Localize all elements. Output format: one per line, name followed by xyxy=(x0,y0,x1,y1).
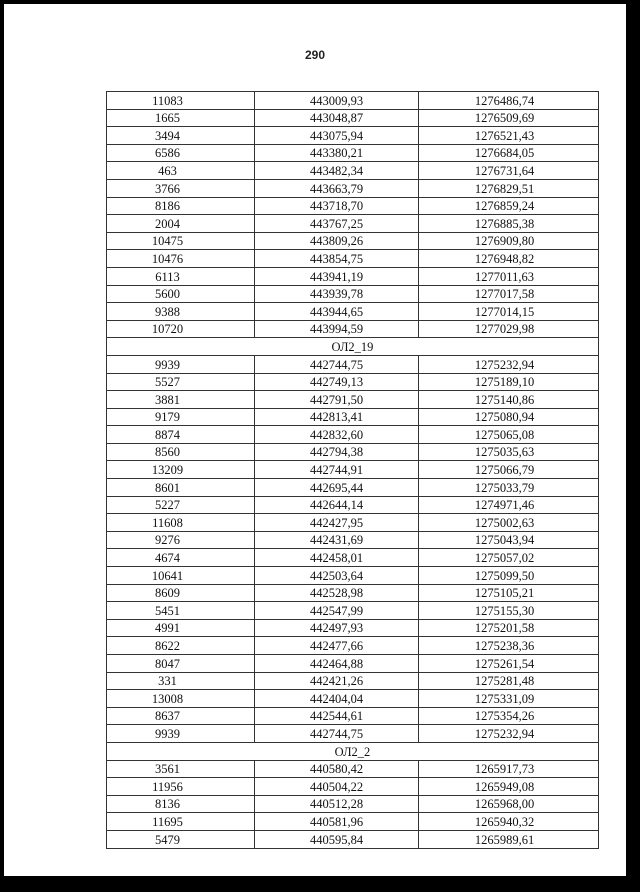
table-row xyxy=(107,795,599,813)
y-coordinate-cell: 1277017,58 xyxy=(419,285,599,303)
x-coordinate-cell: 443944,65 xyxy=(255,303,419,321)
point-number-cell: 3881 xyxy=(107,391,255,409)
point-number-cell: 8874 xyxy=(107,426,255,444)
x-coordinate-cell: 442644,14 xyxy=(255,496,419,514)
table-row xyxy=(107,619,599,637)
x-coordinate-cell: 443009,93 xyxy=(255,92,419,110)
y-coordinate-cell: 1275057,02 xyxy=(419,549,599,567)
y-coordinate-cell: 1265940,32 xyxy=(419,813,599,831)
table-row xyxy=(107,637,599,655)
x-coordinate-cell: 443380,21 xyxy=(255,144,419,162)
y-coordinate-cell: 1275099,50 xyxy=(419,567,599,585)
table-row xyxy=(107,778,599,796)
y-coordinate-cell: 1277011,63 xyxy=(419,267,599,285)
y-coordinate-cell: 1275140,86 xyxy=(419,391,599,409)
y-coordinate-cell: 1275281,48 xyxy=(419,672,599,690)
x-coordinate-cell: 443854,75 xyxy=(255,250,419,268)
x-coordinate-cell: 443939,78 xyxy=(255,285,419,303)
y-coordinate-cell: 1275105,21 xyxy=(419,584,599,602)
point-number-cell: 10475 xyxy=(107,232,255,250)
table-row xyxy=(107,391,599,409)
point-number-cell: 9276 xyxy=(107,531,255,549)
x-coordinate-cell: 440512,28 xyxy=(255,795,419,813)
table-row xyxy=(107,567,599,585)
point-number-cell: 8622 xyxy=(107,637,255,655)
point-number-cell: 5479 xyxy=(107,830,255,848)
point-number-cell: 4991 xyxy=(107,619,255,637)
table-row xyxy=(107,655,599,673)
table-row xyxy=(107,408,599,426)
x-coordinate-cell: 442695,44 xyxy=(255,479,419,497)
point-number-cell: 8637 xyxy=(107,707,255,725)
y-coordinate-cell: 1275232,94 xyxy=(419,355,599,373)
point-number-cell: 6113 xyxy=(107,267,255,285)
y-coordinate-cell: 1275232,94 xyxy=(419,725,599,743)
table-row xyxy=(107,92,599,110)
x-coordinate-cell: 442794,38 xyxy=(255,443,419,461)
x-coordinate-cell: 440580,42 xyxy=(255,760,419,778)
point-number-cell: 9388 xyxy=(107,303,255,321)
point-number-cell: 5451 xyxy=(107,602,255,620)
x-coordinate-cell: 443994,59 xyxy=(255,320,419,338)
y-coordinate-cell: 1265949,08 xyxy=(419,778,599,796)
table-row xyxy=(107,320,599,338)
table-row xyxy=(107,760,599,778)
y-coordinate-cell: 1275066,79 xyxy=(419,461,599,479)
table-row xyxy=(107,672,599,690)
y-coordinate-cell: 1275238,36 xyxy=(419,637,599,655)
table-row xyxy=(107,690,599,708)
x-coordinate-cell: 442832,60 xyxy=(255,426,419,444)
x-coordinate-cell: 442749,13 xyxy=(255,373,419,391)
x-coordinate-cell: 442547,99 xyxy=(255,602,419,620)
x-coordinate-cell: 442744,75 xyxy=(255,355,419,373)
table-row xyxy=(107,303,599,321)
y-coordinate-cell: 1277014,15 xyxy=(419,303,599,321)
point-number-cell: 13209 xyxy=(107,461,255,479)
x-coordinate-cell: 443767,25 xyxy=(255,215,419,233)
section-header-row xyxy=(107,742,599,760)
table-row xyxy=(107,531,599,549)
y-coordinate-cell: 1275065,08 xyxy=(419,426,599,444)
table-row xyxy=(107,355,599,373)
x-coordinate-cell: 440504,22 xyxy=(255,778,419,796)
point-number-cell: 10641 xyxy=(107,567,255,585)
y-coordinate-cell: 1265917,73 xyxy=(419,760,599,778)
point-number-cell: 8560 xyxy=(107,443,255,461)
point-number-cell: 9939 xyxy=(107,725,255,743)
table-row xyxy=(107,285,599,303)
section-title: ОЛ2_19 xyxy=(107,338,599,356)
point-number-cell: 3561 xyxy=(107,760,255,778)
y-coordinate-cell: 1275002,63 xyxy=(419,514,599,532)
point-number-cell: 4674 xyxy=(107,549,255,567)
x-coordinate-cell: 442544,61 xyxy=(255,707,419,725)
point-number-cell: 11956 xyxy=(107,778,255,796)
coordinates-table-body xyxy=(107,92,599,849)
y-coordinate-cell: 1274971,46 xyxy=(419,496,599,514)
table-row xyxy=(107,109,599,127)
x-coordinate-cell: 442744,91 xyxy=(255,461,419,479)
point-number-cell: 11608 xyxy=(107,514,255,532)
point-number-cell: 10720 xyxy=(107,320,255,338)
y-coordinate-cell: 1276684,05 xyxy=(419,144,599,162)
y-coordinate-cell: 1276486,74 xyxy=(419,92,599,110)
table-row xyxy=(107,215,599,233)
table-row xyxy=(107,496,599,514)
y-coordinate-cell: 1275261,54 xyxy=(419,655,599,673)
x-coordinate-cell: 442528,98 xyxy=(255,584,419,602)
section-title: ОЛ2_2 xyxy=(107,742,599,760)
x-coordinate-cell: 443941,19 xyxy=(255,267,419,285)
table-row xyxy=(107,232,599,250)
x-coordinate-cell: 443075,94 xyxy=(255,127,419,145)
x-coordinate-cell: 442497,93 xyxy=(255,619,419,637)
table-row xyxy=(107,514,599,532)
y-coordinate-cell: 1275189,10 xyxy=(419,373,599,391)
table-row xyxy=(107,443,599,461)
point-number-cell: 8186 xyxy=(107,197,255,215)
point-number-cell: 11695 xyxy=(107,813,255,831)
table-row xyxy=(107,461,599,479)
table-row xyxy=(107,162,599,180)
point-number-cell: 5227 xyxy=(107,496,255,514)
table-row xyxy=(107,179,599,197)
x-coordinate-cell: 442464,88 xyxy=(255,655,419,673)
table-row xyxy=(107,830,599,848)
x-coordinate-cell: 440595,84 xyxy=(255,830,419,848)
y-coordinate-cell: 1275080,94 xyxy=(419,408,599,426)
table-row xyxy=(107,197,599,215)
table-row xyxy=(107,813,599,831)
y-coordinate-cell: 1276885,38 xyxy=(419,215,599,233)
x-coordinate-cell: 443809,26 xyxy=(255,232,419,250)
point-number-cell: 8136 xyxy=(107,795,255,813)
x-coordinate-cell: 442744,75 xyxy=(255,725,419,743)
x-coordinate-cell: 442791,50 xyxy=(255,391,419,409)
point-number-cell: 331 xyxy=(107,672,255,690)
x-coordinate-cell: 442458,01 xyxy=(255,549,419,567)
y-coordinate-cell: 1277029,98 xyxy=(419,320,599,338)
section-header-row xyxy=(107,338,599,356)
point-number-cell: 10476 xyxy=(107,250,255,268)
table-row xyxy=(107,549,599,567)
point-number-cell: 1665 xyxy=(107,109,255,127)
x-coordinate-cell: 442421,26 xyxy=(255,672,419,690)
point-number-cell: 13008 xyxy=(107,690,255,708)
y-coordinate-cell: 1265989,61 xyxy=(419,830,599,848)
point-number-cell: 5600 xyxy=(107,285,255,303)
table-row xyxy=(107,267,599,285)
point-number-cell: 5527 xyxy=(107,373,255,391)
point-number-cell: 8609 xyxy=(107,584,255,602)
y-coordinate-cell: 1276509,69 xyxy=(419,109,599,127)
y-coordinate-cell: 1276829,51 xyxy=(419,179,599,197)
y-coordinate-cell: 1275035,63 xyxy=(419,443,599,461)
x-coordinate-cell: 442503,64 xyxy=(255,567,419,585)
x-coordinate-cell: 442431,69 xyxy=(255,531,419,549)
table-row xyxy=(107,144,599,162)
x-coordinate-cell: 443048,87 xyxy=(255,109,419,127)
document-page xyxy=(4,4,626,876)
point-number-cell: 8601 xyxy=(107,479,255,497)
y-coordinate-cell: 1276731,64 xyxy=(419,162,599,180)
table-row xyxy=(107,602,599,620)
x-coordinate-cell: 443718,70 xyxy=(255,197,419,215)
y-coordinate-cell: 1275033,79 xyxy=(419,479,599,497)
x-coordinate-cell: 442477,66 xyxy=(255,637,419,655)
point-number-cell: 8047 xyxy=(107,655,255,673)
table-row xyxy=(107,250,599,268)
y-coordinate-cell: 1265968,00 xyxy=(419,795,599,813)
table-row xyxy=(107,584,599,602)
x-coordinate-cell: 442813,41 xyxy=(255,408,419,426)
y-coordinate-cell: 1275354,26 xyxy=(419,707,599,725)
y-coordinate-cell: 1275043,94 xyxy=(419,531,599,549)
y-coordinate-cell: 1276521,43 xyxy=(419,127,599,145)
y-coordinate-cell: 1275201,58 xyxy=(419,619,599,637)
table-row xyxy=(107,707,599,725)
point-number-cell: 3494 xyxy=(107,127,255,145)
table-row xyxy=(107,127,599,145)
y-coordinate-cell: 1275155,30 xyxy=(419,602,599,620)
y-coordinate-cell: 1276859,24 xyxy=(419,197,599,215)
table-row xyxy=(107,725,599,743)
x-coordinate-cell: 440581,96 xyxy=(255,813,419,831)
point-number-cell: 3766 xyxy=(107,179,255,197)
y-coordinate-cell: 1276948,82 xyxy=(419,250,599,268)
point-number-cell: 9179 xyxy=(107,408,255,426)
y-coordinate-cell: 1276909,80 xyxy=(419,232,599,250)
point-number-cell: 11083 xyxy=(107,92,255,110)
coordinates-table xyxy=(106,91,599,849)
table-row xyxy=(107,373,599,391)
page-number: 290 xyxy=(304,48,326,62)
point-number-cell: 463 xyxy=(107,162,255,180)
x-coordinate-cell: 443482,34 xyxy=(255,162,419,180)
y-coordinate-cell: 1275331,09 xyxy=(419,690,599,708)
x-coordinate-cell: 442427,95 xyxy=(255,514,419,532)
point-number-cell: 9939 xyxy=(107,355,255,373)
point-number-cell: 2004 xyxy=(107,215,255,233)
x-coordinate-cell: 443663,79 xyxy=(255,179,419,197)
table-row xyxy=(107,426,599,444)
x-coordinate-cell: 442404,04 xyxy=(255,690,419,708)
point-number-cell: 6586 xyxy=(107,144,255,162)
table-row xyxy=(107,479,599,497)
